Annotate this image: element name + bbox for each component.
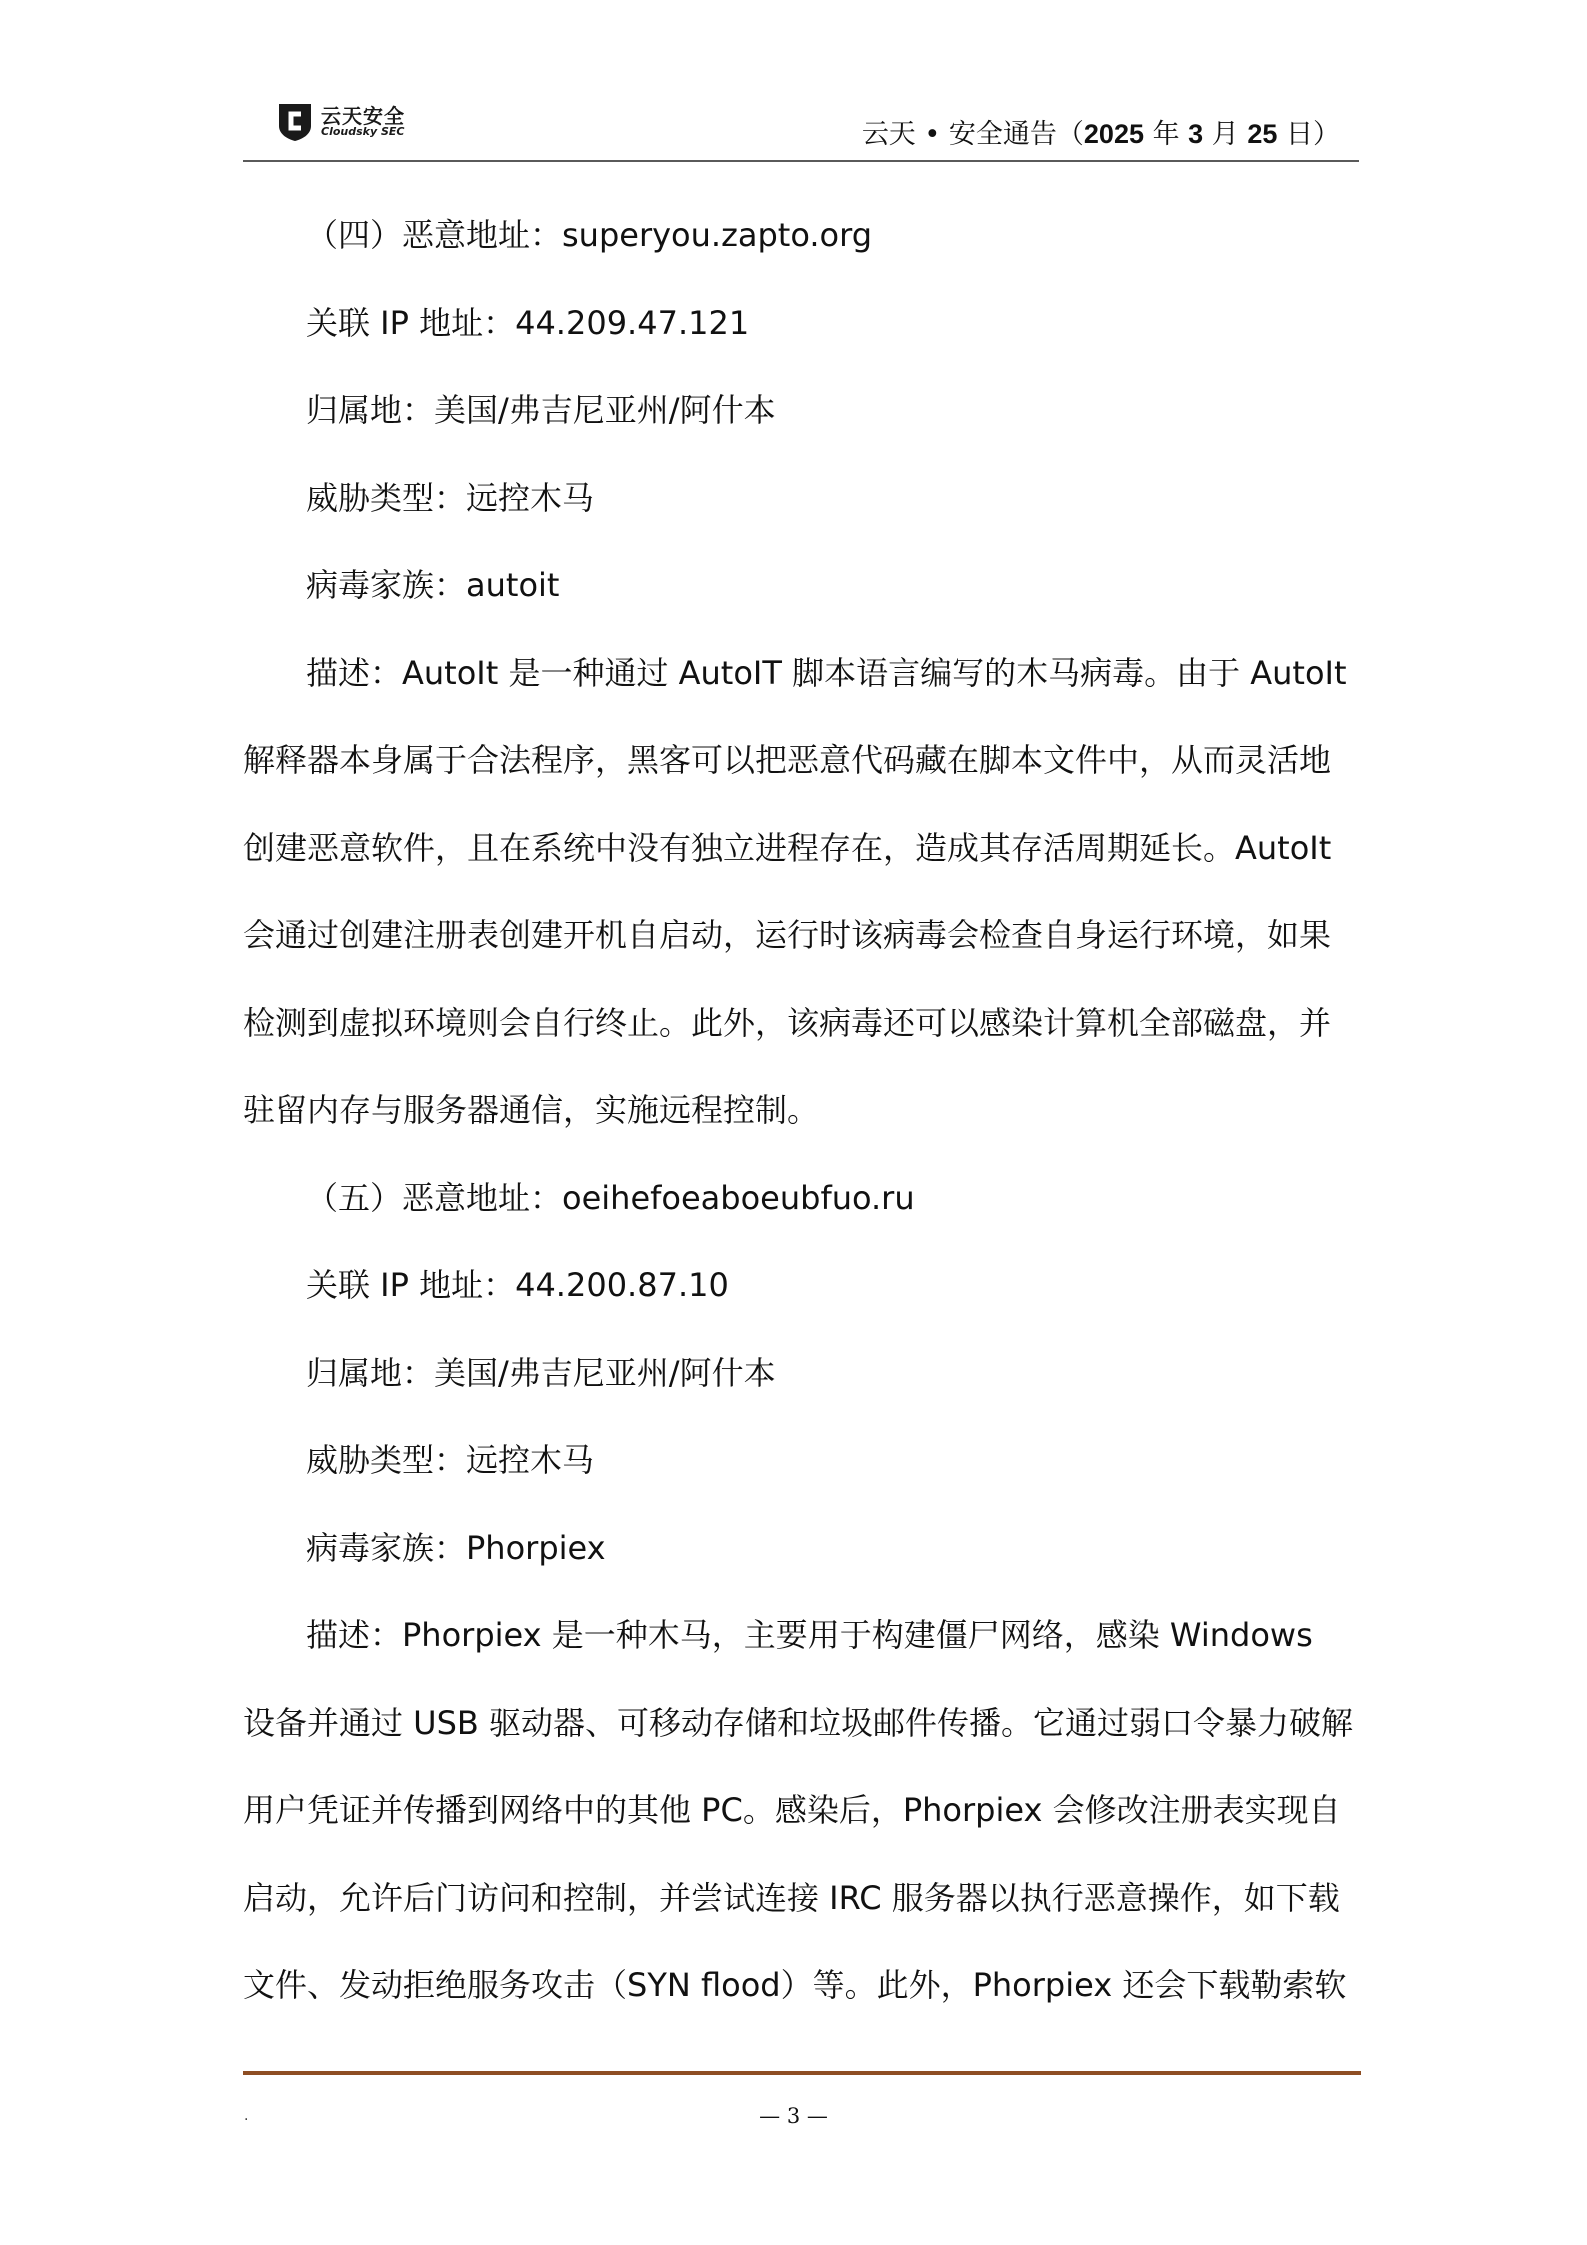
logo-text-en: Cloudsky SEC	[321, 125, 405, 138]
threat-type-line: 威胁类型：远控木马	[306, 1441, 595, 1479]
description-line: 描述：AutoIt 是一种通过 AutoIT 脚本语言编写的木马病毒。由于 AutoIt	[306, 653, 1347, 692]
location-line: 归属地：美国/弗吉尼亚州/阿什本	[306, 1353, 776, 1392]
description-line: 文件、发动拒绝服务攻击（SYN flood）等。此外，Phorpiex 还会下载勒索软	[243, 1966, 1347, 2004]
header-month-suffix: 月	[1203, 119, 1248, 150]
footer-mark: .	[244, 2108, 249, 2124]
shield-c-logo-icon	[275, 100, 315, 142]
header-day-suffix: 日）	[1277, 119, 1340, 150]
description-line: 驻留内存与服务器通信，实施远程控制。	[243, 1091, 820, 1129]
footer-divider	[243, 2071, 1361, 2075]
logo-text-cn: 云天安全	[321, 104, 405, 128]
location-line: 归属地：美国/弗吉尼亚州/阿什本	[306, 391, 776, 429]
description-line: 会通过创建注册表创建开机自启动，运行时该病毒会检查自身运行环境，如果	[243, 916, 1332, 954]
malware-family-line: 病毒家族：autoit	[306, 566, 560, 604]
page-number: — 3 —	[759, 2104, 828, 2128]
header-divider	[243, 160, 1359, 162]
document-body	[243, 205, 1354, 2043]
ip-address-line: 关联 IP 地址：44.209.47.121	[306, 303, 750, 342]
threat-type-line: 威胁类型：远控木马	[306, 478, 595, 517]
description-line: 解释器本身属于合法程序，黑客可以把恶意代码藏在脚本文件中，从而灵活地	[243, 741, 1332, 779]
header-title-prefix: 云天 • 安全通告（	[861, 119, 1084, 150]
header-month: 3	[1188, 119, 1204, 149]
header-year: 2025	[1083, 119, 1144, 149]
description-line: 用户凭证并传播到网络中的其他 PC。感染后，Phorpiex 会修改注册表实现自	[243, 1791, 1341, 1829]
header-day: 25	[1247, 119, 1278, 149]
malware-family-line: 病毒家族：Phorpiex	[306, 1528, 606, 1567]
section-heading-4: （四）恶意地址：superyou.zapto.org	[306, 216, 873, 254]
description-line: 创建恶意软件，且在系统中没有独立进程存在，造成其存活周期延长。AutoIt	[243, 828, 1332, 867]
header-year-suffix: 年	[1143, 119, 1189, 150]
description-line: 设备并通过 USB 驱动器、可移动存储和垃圾邮件传播。它通过弱口令暴力破解	[243, 1703, 1354, 1742]
ip-address-line: 关联 IP 地址：44.200.87.10	[306, 1266, 729, 1304]
description-line: 启动，允许后门访问和控制，并尝试连接 IRC 服务器以执行恶意操作，如下载	[243, 1878, 1340, 1917]
document-header-title	[862, 112, 1340, 151]
description-line: 检测到虚拟环境则会自行终止。此外，该病毒还可以感染计算机全部磁盘，并	[243, 1003, 1332, 1042]
description-line: 描述：Phorpiex 是一种木马，主要用于构建僵尸网络，感染 Windows	[306, 1616, 1313, 1654]
section-heading-5: （五）恶意地址：oeihefoeaboeubfuo.ru	[306, 1178, 915, 1217]
company-logo	[275, 98, 445, 144]
